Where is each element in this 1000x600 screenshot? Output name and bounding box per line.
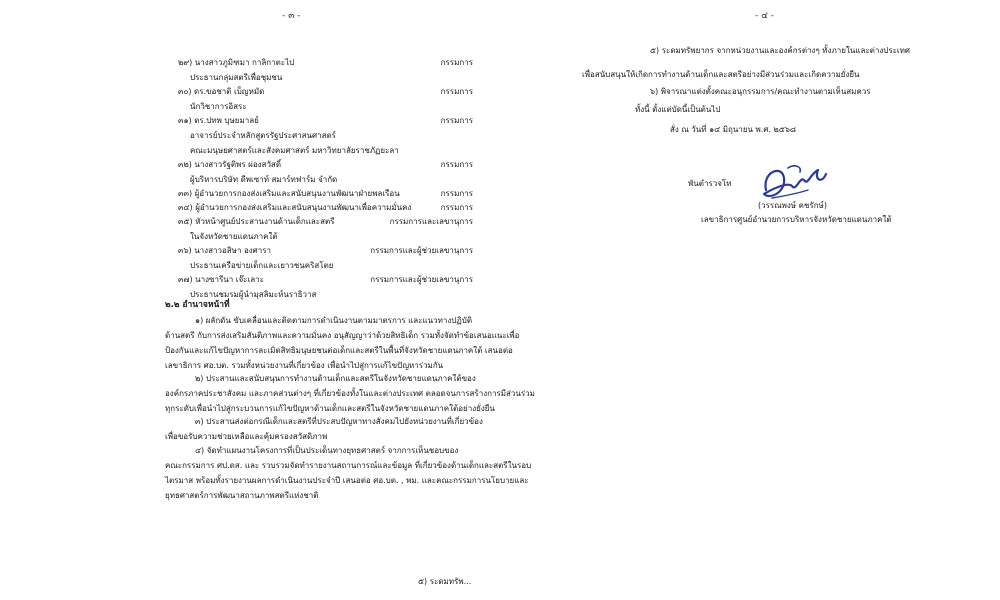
member-entry [178,214,473,244]
member-name: ๓๒) นางสาวรัฐติพร ผ่องสวัสดิ์ [178,160,282,169]
member-name: ๓๖) นางสาวอสิษา องศารา [178,246,272,255]
right-page [500,0,1000,600]
duty-paragraph [165,414,483,444]
continuation-note: ๕) ระดมทรัพ... [418,577,472,586]
member-affiliation: ในจังหวัดชายแดนภาคใต้ [190,232,278,241]
member-row [178,243,473,258]
member-affiliation: ประธานเครือข่ายเด็กและเยาวชนคริสโตย [190,261,334,270]
member-row [178,157,473,172]
member-affiliation: ผู้บริหารบริษัท ดีพเซาท์ สมาร์ทฟาร์ม จำกัด [190,175,338,184]
member-entry [178,84,473,114]
duty-continuation-line: ไตรมาส พร้อมทั้งรายงานผลการดำเนินงานประจำปี เสนอต่อ ศอ.บต. , พม. และคณะกรรมการนโยบายและ [165,476,529,485]
member-entry [178,243,473,273]
member-name: ๓๓) ผู้อำนวยการกองส่งเสริมและสนับสนุนงานพัฒนาฝ่ายพลเรือน [178,189,400,198]
member-affiliation: คณะมนุษยศาสตร์และสังคมศาสตร์ มหาวิทยาลัยราชภัฏยะลา [190,146,399,155]
signer-title: เลขาธิการศูนย์อำนวยการบริหารจังหวัดชายแดนภาคใต้ [701,215,892,224]
duty-continuation-line: เลขาธิการ ศอ.บต. รวมทั้งหน่วยงานที่เกี่ยวข้อง เพื่อนำไปสู่การแก้ไขปัญหาร่วมกัน [165,361,444,370]
member-role: กรรมการ [440,116,473,125]
duty-first-line: ๒) ประสานและสนับสนุนการทำงานด้านเด็กและสตรีในจังหวัดชายแดนภาคใต้ของ [195,374,476,383]
member-entry [178,157,473,187]
member-role: กรรมการ [440,203,473,212]
member-affiliation: ประธานกลุ่มสตรีเพื่อชุมชน [190,73,283,82]
duty-paragraph [165,313,520,373]
member-entry [178,55,473,85]
item-5-first-line: ๕) ระดมทรัพยากร จากหน่วยงานและองค์กรต่างๆ ทั้งภายในและต่างประเทศ [650,46,911,55]
member-entry [178,186,473,201]
signer-name: (วรรณพงษ์ คชรักษ์) [758,201,827,210]
member-role: กรรมการ [440,87,473,96]
member-entry [178,200,473,215]
member-role: กรรมการ [440,160,473,169]
member-row [178,186,473,201]
duty-first-line: ๑) ผลักดัน ขับเคลื่อนและติดตามการดำเนินงานตามมาตรการ และแนวทางปฏิบัติ [195,316,473,325]
member-role: กรรมการและผู้ช่วยเลขานุการ [370,275,473,284]
member-row [178,55,473,70]
member-role: กรรมการและเลขานุการ [389,217,473,226]
member-role: กรรมการ [440,189,473,198]
duty-first-line: ๓) ประสานส่งต่อกรณีเด็กและสตรีที่ประสบปัญหาทางสังคมไปยังหน่วยงานที่เกี่ยวข้อง [195,417,483,426]
member-name: ๓๐) ดร.ขอชาติ เบ็ญหมัด [178,87,265,96]
duty-paragraph [165,371,535,416]
page-number: - ๓ - [282,11,301,21]
duty-continuation-line: คณะกรรมการ ศป.ดส. และ รวบรวมจัดทำรายงานสถานการณ์และข้อมูล ที่เกี่ยวข้องด้านเด็กและสตรีในรอบ [165,461,532,470]
duty-paragraph [165,443,532,503]
signer-rank: พันตำรวจโท [688,179,732,188]
member-name: ๓๕) หัวหน้าศูนย์ประสานงานด้านเด็กและสตรี [178,217,335,226]
item-6: ๖) พิจารณาแต่งตั้งคณะอนุกรรมการ/คณะทำงานตามเห็นสมควร [650,87,871,96]
member-affiliation: อาจารย์ประจำหลักสูตรรัฐประศาสนศาสตร์ [190,131,336,140]
member-affiliation: นักวิชาการอิสระ [190,102,247,111]
member-row [178,113,473,128]
duty-continuation-line: องค์กรภาคประชาสังคม และภาคส่วนต่างๆ ที่เกี่ยวข้องทั้งในและต่างประเทศ ตลอดจนการสร้างการมีส่วนร่วม [165,389,535,398]
member-role: กรรมการและผู้ช่วยเลขานุการ [370,246,473,255]
member-name: ๓๗) นางซารีนา เจ๊ะเลาะ [178,275,264,284]
duty-continuation-line: เพื่อขอรับความช่วยเหลือและคุ้มครองสวัสดิภาพ [165,432,328,441]
duty-continuation-line: ทุกระดับเพื่อนำไปสู่กระบวนการแก้ไขปัญหาด้านเด็กและสตรีในจังหวัดชายแดนภาคใต้อย่างยั่งยืน [165,404,495,413]
member-name: ๒๙) นางสาวภูมิฑมา กาลิกาตะไป [178,58,295,67]
page-number: - ๔ - [755,11,775,21]
member-row [178,200,473,215]
section-heading: ๒.๒ อำนาจหน้าที่ [165,300,230,310]
duty-continuation-line: ด้านสตรี กับการส่งเสริมสันติภาพและความมั่นคง อนุสัญญาว่าด้วยสิทธิเด็ก รวมทั้งจัดทำข้อเสนอแนะเพื่อ [165,331,520,340]
duty-continuation-line: ยุทธศาสตร์การพัฒนาสถานภาพสตรีแห่งชาติ [165,491,319,500]
member-entry [178,113,473,158]
member-role: กรรมการ [440,58,473,67]
item-5-continuation: เพื่อสนับสนุนให้เกิดการทำงานด้านเด็กและสตรีอย่างมีส่วนร่วมและเกิดความยั่งยืน [582,70,860,79]
order-date: สั่ง ณ วันที่ ๑๔ มิถุนายน พ.ศ. ๒๕๖๘ [670,125,797,134]
member-row [178,272,473,287]
member-row [178,214,473,229]
duty-continuation-line: ป้องกันและแก้ไขปัญหาการละเมิดสิทธิมนุษยชนต่อเด็กและสตรีในพื้นที่จังหวัดชายแดนภาคใต้ เสนอต่อ [165,346,513,355]
duty-first-line: ๔) จัดทำแผนงานโครงการที่เป็นประเด็นทางยุทธศาสตร์ จากการเห็นชอบของ [195,446,459,455]
member-name: ๓๑) ดร.ปทพ บุษยมาลย์ [178,116,259,125]
member-affiliation: ประธานชมรมผู้นำมุสลิมะห์นราธิวาส [190,290,317,299]
member-name: ๓๔) ผู้อำนวยการกองส่งเสริมและสนับสนุนงานพัฒนาเพื่อความมั่นคง [178,203,412,212]
effective-clause: ทั้งนี้ ตั้งแต่บัดนี้เป็นต้นไป [635,105,721,114]
member-row [178,84,473,99]
